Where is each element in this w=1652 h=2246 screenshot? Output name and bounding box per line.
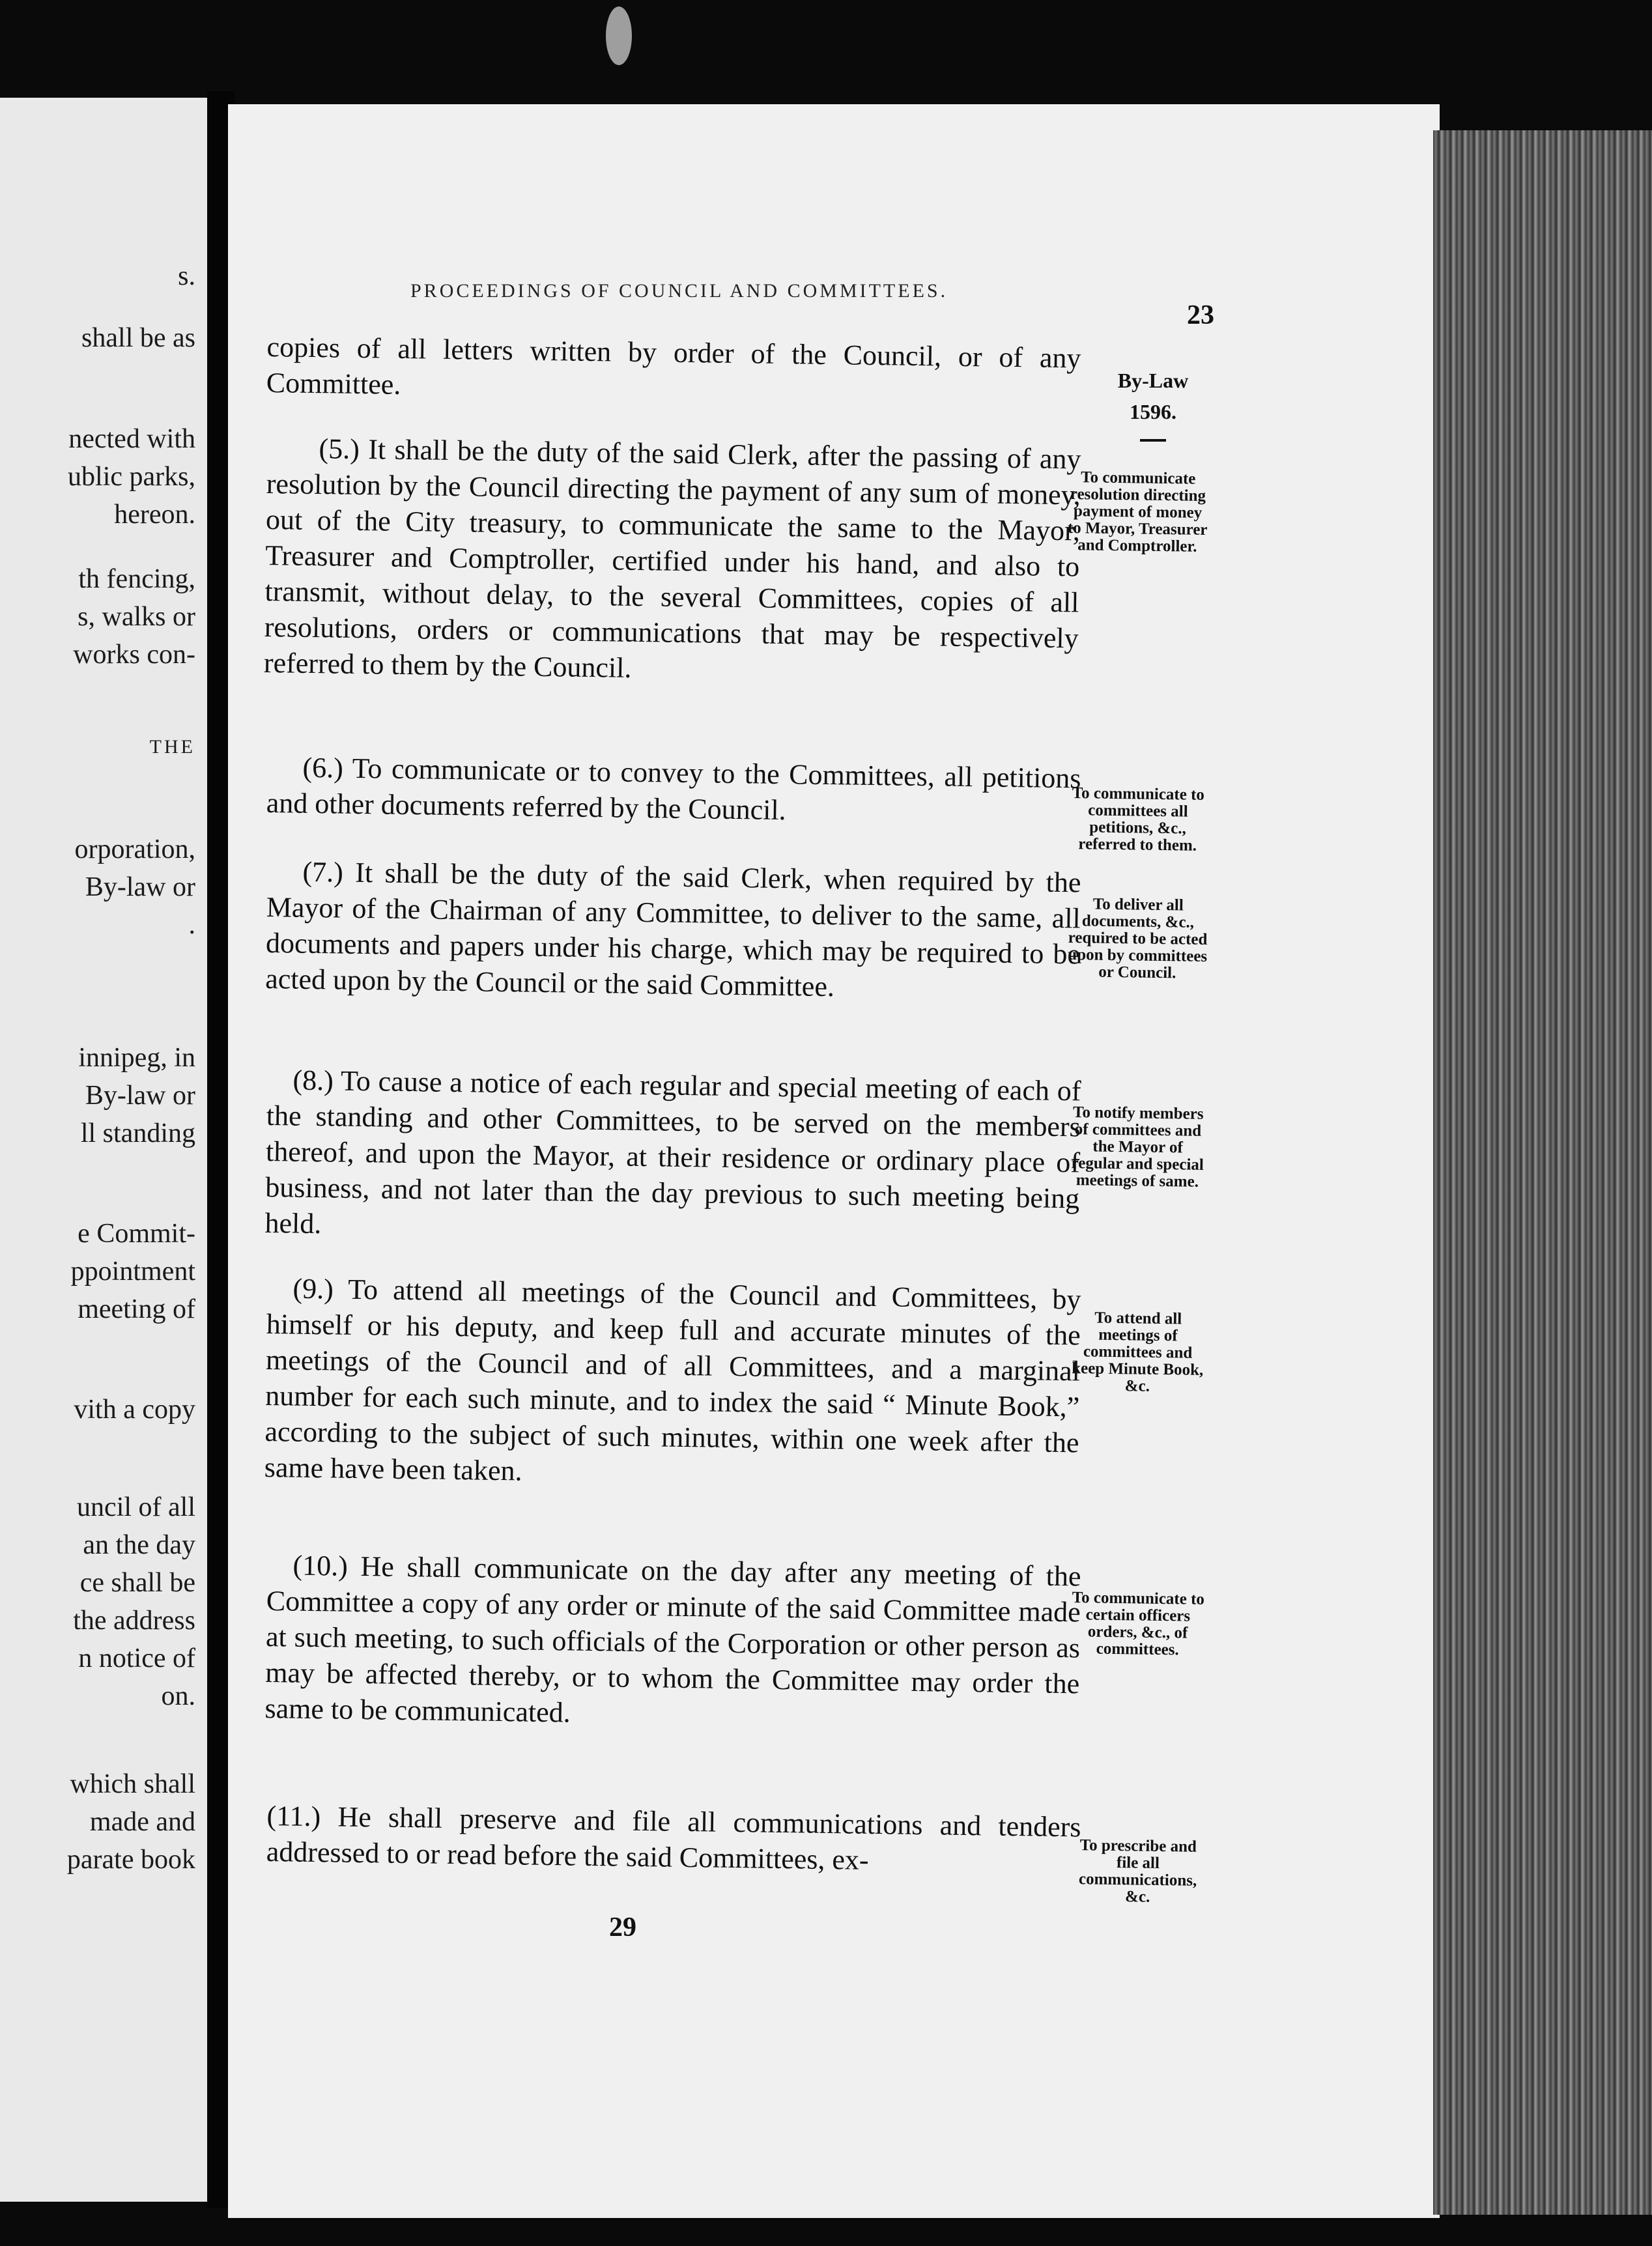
left-page-fragment: THE — [149, 736, 195, 758]
margin-note: To attend all meetings of committees and keep Minute Book, &c. — [1071, 1309, 1204, 1395]
left-page-fragment: made and — [89, 1807, 195, 1837]
bylaw-rule — [1140, 439, 1166, 442]
left-page-fragment: innipeg, in — [78, 1043, 195, 1073]
paragraph-continuation: copies of all letters written by order of the Council, or of any Committee. — [266, 330, 1081, 401]
bylaw-number: 1596. — [1130, 400, 1176, 423]
left-page-fragment: e Commit- — [78, 1219, 195, 1249]
margin-note: To communicate to committees all petitions, &c., referred to them. — [1072, 784, 1205, 855]
paragraph-9: (9.) To attend all meetings of the Council and Committees, by himself or his deputy, and keep full and accurate minutes of the meetings of the Council and of all Committees, and a marginal number for each such minute, and to index the said “ Minute Book,” according to the subject of such minutes, within one week after the same have been taken. — [264, 1272, 1081, 1487]
paragraph-5: (5.) It shall be the duty of the said Clerk, after the passing of any resolution by the Council directing the payment of any sum of money, out of the City treasury, to communicate the same to the Mayor, Treasurer and Comptroller, certified under his hand, and also to transmit, without delay, to the several Committees, copies of all resolutions, orders or communications that may be respectively referred to them by the Council. — [263, 433, 1081, 684]
left-page-fragment: . — [188, 910, 195, 940]
running-header: PROCEEDINGS OF COUNCIL AND COMMITTEES. — [410, 280, 948, 302]
signature-mark: 29 — [609, 1912, 636, 1942]
scan-artifact — [606, 7, 632, 65]
left-page-fragment: works con- — [73, 640, 195, 670]
left-page-fragment: By-law or — [85, 872, 195, 902]
margin-note: To communicate to certain officers orders, &c., of committees. — [1072, 1589, 1205, 1659]
left-page-fragment: shall be as — [81, 323, 195, 353]
left-page-fragment: parate book — [66, 1845, 195, 1875]
left-page-fragment: th fencing, — [78, 564, 195, 594]
left-page-fragment: an the day — [83, 1530, 195, 1560]
paragraph-11: (11.) He shall preserve and file all communications and tenders addressed to or read before the said Committees, ex- — [266, 1799, 1081, 1876]
left-page-fragment: orporation, — [74, 834, 195, 864]
left-page-fragment: ublic parks, — [68, 462, 195, 492]
left-page-fragment: n notice of — [78, 1643, 195, 1673]
left-page-fragment: s. — [178, 261, 195, 291]
left-page-fragment: ppointment — [70, 1257, 195, 1286]
left-page-fragment: ll standing — [80, 1118, 195, 1148]
paragraph-7: (7.) It shall be the duty of the said Clerk, when required by the Mayor of the Chairman of any Committee, to deliver to the same, all documents and papers under his charge, which may be required to be acted upon by the Council or the said Committee. — [264, 855, 1081, 1003]
paragraph-8: (8.) To cause a notice of each regular and special meeting of each of the standing and other Committees, to be served on the members thereof, and upon the Mayor, at their residence or ordinary place of business, and not later than the day previous to such meeting being held. — [264, 1064, 1081, 1240]
left-page — [0, 98, 207, 2202]
left-page-fragment: hereon. — [114, 500, 195, 530]
margin-note: To communicate resolution directing payment of money to Mayor, Treasurer and Comptroller. — [1067, 468, 1208, 556]
paragraph-6: (6.) To communicate or to convey to the Committees, all petitions and other documents referred by the Council. — [266, 751, 1081, 827]
margin-note: To deliver all documents, &c., required to be acted upon by committees or Council. — [1068, 895, 1208, 982]
page-number: 23 — [1187, 300, 1214, 330]
bylaw-label: By-Law — [1117, 369, 1189, 392]
left-page-fragment: ce shall be — [79, 1568, 195, 1598]
left-page-fragment: on. — [161, 1681, 195, 1711]
paragraph-10: (10.) He shall communicate on the day after any meeting of the Committee a copy of any order or minute of the said Committee made at such meeting, to such officials of the Corporation or other person as may be affected thereby, or to whom the Committee may order the same to be communicated. — [264, 1549, 1081, 1729]
left-page-fragment: meeting of — [78, 1294, 195, 1324]
margin-note: To notify members of committees and the Mayor of regular and special meetings of same. — [1071, 1103, 1204, 1191]
left-page-fragment: which shall — [70, 1769, 195, 1799]
left-page-fragment: uncil of all — [77, 1492, 195, 1522]
left-page-fragment: nected with — [68, 424, 195, 454]
left-page-fragment: s, walks or — [78, 602, 195, 632]
left-page-fragment: By-law or — [85, 1081, 195, 1111]
left-page-fragment: vith a copy — [74, 1395, 195, 1425]
page-fore-edge — [1433, 130, 1652, 2215]
margin-note: To prescribe and file all communications, &c. — [1078, 1836, 1197, 1906]
left-page-fragment: the address — [73, 1606, 195, 1636]
bylaw-reference — [1094, 365, 1212, 442]
